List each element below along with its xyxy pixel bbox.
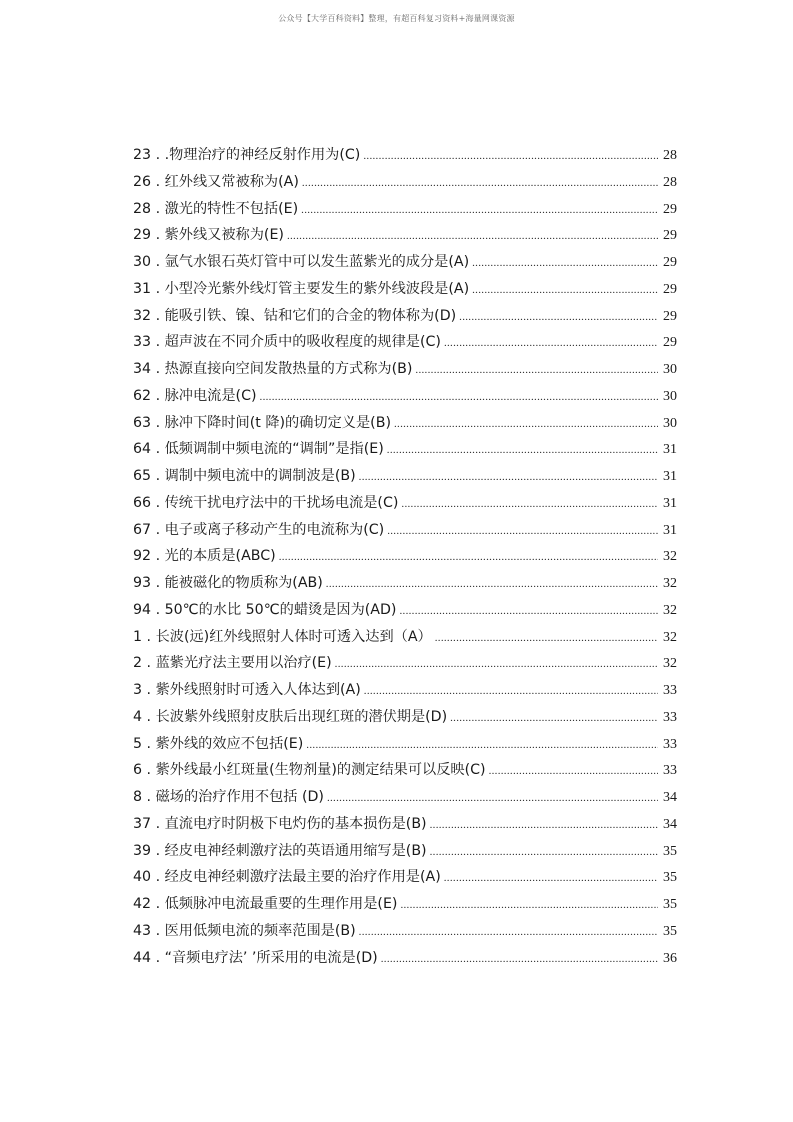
toc-page-number: 33 [663, 709, 677, 725]
toc-entry[interactable] [133, 757, 677, 784]
toc-entry-title [133, 356, 412, 383]
toc-entry-number: 2 [133, 655, 143, 672]
toc-entry-title-text: 传统干扰电疗法中的干扰场电流是(C) [164, 494, 399, 511]
toc-entry-title-text: 热源直接向空间发散热量的方式称为(B) [164, 361, 413, 377]
toc-entry-number: 6 [133, 762, 143, 779]
toc-page-number: 29 [663, 255, 677, 270]
toc-page-number: 31 [663, 522, 677, 538]
dot-leader [287, 223, 658, 250]
toc-entry-title [133, 838, 427, 865]
toc-entry-number: 42 [133, 896, 152, 912]
toc-entry-number: 28 [133, 200, 152, 217]
toc-entry-title-text: 低频脉冲电流最重要的生理作用是(E) [164, 896, 398, 912]
toc-entry-number: 29 [133, 227, 152, 244]
toc-entry-title-text: 紫外线的效应不包括(E) [155, 735, 304, 752]
dot-leader [472, 277, 658, 304]
toc-entry-number: 64 [133, 441, 152, 458]
dot-leader [363, 143, 658, 170]
toc-entry-number: 3 [133, 682, 143, 698]
toc-entry-title-text: 低频调制中频电流的“调制”是指(E) [164, 441, 384, 458]
toc-entry-separator: . [151, 147, 165, 163]
toc-entry-title-text: 蓝紫光疗法主要用以治疗(E) [155, 655, 332, 672]
toc-entry[interactable] [133, 543, 677, 570]
toc-entry-number: 5 [133, 735, 143, 752]
dot-leader [359, 464, 658, 491]
toc-page-number: 35 [663, 897, 677, 912]
toc-entry-title [133, 731, 303, 758]
toc-entry-number: 44 [133, 949, 152, 966]
toc-entry[interactable] [133, 624, 677, 651]
toc-page-number: 35 [663, 923, 677, 939]
toc-entry-number: 65 [133, 468, 152, 484]
toc-entry-separator: . [151, 414, 165, 431]
toc-page-number: 32 [663, 576, 677, 591]
dot-leader [364, 678, 658, 705]
toc-entry[interactable] [133, 329, 677, 356]
toc-entry-separator: . [151, 548, 165, 565]
toc-page-number: 35 [663, 870, 677, 886]
toc-entry-title [133, 249, 469, 276]
toc-entry[interactable] [133, 704, 677, 731]
toc-entry-title-text: 紫外线又被称为(E) [164, 227, 284, 244]
toc-entry[interactable] [133, 945, 677, 972]
toc-entry-title-text: 红外线又常被称为(A) [164, 173, 299, 190]
toc-entry-title [133, 490, 398, 517]
toc-entry-number: 33 [133, 334, 152, 351]
toc-entry-separator: . [151, 334, 165, 351]
dot-leader [302, 170, 658, 197]
toc-entry-separator: . [142, 655, 156, 672]
toc-page-number: 32 [663, 549, 677, 565]
toc-entry-separator: . [151, 361, 165, 377]
toc-entry[interactable] [133, 864, 677, 891]
toc-entry-title [133, 650, 332, 677]
toc-entry-title-text: 紫外线照射时可透入人体达到(A) [155, 682, 361, 698]
toc-entry-separator: . [151, 815, 165, 832]
dot-leader [415, 357, 658, 384]
toc-entry-title-text: .物理治疗的神经反射作用为(C) [164, 147, 361, 163]
toc-entry-separator: . [142, 735, 156, 752]
toc-entry-separator: . [151, 869, 165, 886]
toc-entry-separator: . [151, 949, 165, 966]
toc-entry-separator: . [142, 628, 156, 645]
toc-entry-title [133, 918, 356, 945]
toc-entry-title-text: 激光的特性不包括(E) [164, 200, 299, 217]
toc-entry-title-text: 长波紫外线照射皮肤后出现红斑的潜伏期是(D) [155, 708, 448, 725]
toc-entry-number: 40 [133, 869, 152, 886]
toc-page-number: 28 [663, 174, 677, 190]
toc-entry-title-text: 紫外线最小红斑量(生物剂量)的测定结果可以反映(C) [155, 762, 486, 779]
toc-entry-title-text: 医用低频电流的频率范围是(B) [164, 922, 356, 939]
toc-entry[interactable] [133, 650, 677, 677]
toc-entry-title-text: 调制中频电流中的调制波是(B) [164, 468, 356, 484]
dot-leader [327, 785, 658, 812]
toc-page-number: 29 [663, 201, 677, 217]
toc-entry[interactable] [133, 383, 677, 410]
toc-entry[interactable] [133, 784, 677, 811]
toc-page-number: 29 [663, 228, 677, 244]
toc-entry-number: 30 [133, 254, 152, 270]
toc-entry-title-text: 小型冷光紫外线灯管主要发生的紫外线波段是(A) [164, 280, 470, 297]
dot-leader [394, 411, 658, 438]
toc-entry[interactable] [133, 169, 677, 196]
toc-entry-title-text: 电子或离子移动产生的电流称为(C) [164, 521, 385, 538]
toc-entry[interactable] [133, 142, 677, 169]
toc-entry-title-text: 能被磁化的物质称为(AB) [164, 575, 323, 591]
dot-leader [430, 839, 658, 866]
toc-entry-number: 34 [133, 361, 152, 377]
toc-page-number: 32 [663, 629, 677, 645]
toc-entry[interactable] [133, 303, 677, 330]
toc-entry-number: 62 [133, 387, 152, 404]
toc-entry[interactable] [133, 597, 677, 624]
toc-entry-title [133, 811, 427, 838]
toc-entry[interactable] [133, 222, 677, 249]
dot-leader [472, 250, 658, 277]
toc-entry-title [133, 276, 469, 303]
toc-page-number: 35 [663, 843, 677, 859]
toc-entry-title-text: 直流电疗时阴极下电灼伤的基本损伤是(B) [164, 815, 427, 832]
toc-entry[interactable] [133, 276, 677, 303]
toc-page-number: 30 [663, 415, 677, 431]
toc-entry[interactable] [133, 570, 677, 597]
toc-entry-number: 1 [133, 628, 143, 645]
toc-entry-separator: . [142, 708, 156, 725]
toc-entry-number: 66 [133, 494, 152, 511]
toc-entry-title [133, 142, 360, 169]
toc-entry-title-text: 能吸引铁、镍、钴和它们的合金的物体称为(D) [164, 307, 457, 324]
toc-entry-separator: . [151, 200, 165, 217]
toc-entry[interactable] [133, 490, 677, 517]
toc-entry-number: 94 [133, 601, 152, 618]
toc-entry-title-text: 长波(远)红外线照射人体时可透入达到（A） [155, 628, 432, 645]
toc-entry-number: 31 [133, 280, 152, 297]
toc-entry-separator: . [151, 387, 165, 404]
dot-leader [387, 437, 658, 464]
toc-entry-separator: . [151, 601, 165, 618]
toc-entry-title-text: 经皮电神经刺激疗法的英语通用缩写是(B) [164, 842, 427, 859]
header-note: 公众号【大学百科资料】整理，有超百科复习资料+海量网课资源 [278, 14, 515, 23]
toc-entry-title-text: 磁场的治疗作用不包括 (D) [155, 789, 324, 805]
toc-page-number: 31 [663, 442, 677, 458]
toc-page-number: 30 [663, 362, 677, 377]
toc-entry[interactable] [133, 517, 677, 544]
toc-entry-title-text: 脉冲电流是(C) [164, 387, 257, 404]
toc-entry[interactable] [133, 436, 677, 463]
toc-entry-number: 23 [133, 147, 152, 163]
toc-entry[interactable] [133, 356, 677, 383]
dot-leader [260, 384, 658, 411]
toc-entry-separator: . [151, 521, 165, 538]
toc-entry-number: 43 [133, 922, 152, 939]
toc-entry[interactable] [133, 249, 677, 276]
toc-entry[interactable] [133, 811, 677, 838]
toc-page-number: 29 [663, 335, 677, 351]
dot-leader [444, 865, 658, 892]
toc-entry-title [133, 436, 384, 463]
toc-entry-title [133, 222, 284, 249]
toc-entry-number: 4 [133, 708, 143, 725]
dot-leader [381, 946, 658, 973]
toc-page-number: 34 [663, 816, 677, 832]
dot-leader [444, 330, 658, 357]
toc-entry-title [133, 784, 324, 811]
toc-entry-separator: . [142, 762, 156, 779]
toc-entry-title [133, 303, 456, 330]
toc-entry-number: 93 [133, 575, 152, 591]
toc-entry-separator: . [142, 789, 156, 805]
dot-leader [387, 518, 658, 545]
toc-entry-title-text: “音频电疗法’ ’所采用的电流是(D) [164, 949, 378, 966]
dot-leader [450, 705, 658, 732]
dot-leader [359, 919, 658, 946]
toc-entry-number: 67 [133, 521, 152, 538]
toc-entry-title [133, 945, 378, 972]
toc-entry-title [133, 570, 323, 597]
toc-entry-separator: . [151, 494, 165, 511]
toc-entry-separator: . [151, 441, 165, 458]
dot-leader [301, 197, 658, 224]
toc-entry-title [133, 624, 432, 651]
toc-page-number: 33 [663, 736, 677, 752]
toc-entry-title-text: 氩气水银石英灯管中可以发生蓝紫光的成分是(A) [164, 254, 470, 270]
toc-page-number: 33 [663, 763, 677, 779]
toc-entry-title [133, 463, 356, 490]
toc-entry-number: 32 [133, 307, 152, 324]
toc-entry-number: 8 [133, 789, 143, 805]
dot-leader [335, 651, 658, 678]
toc-entry-title-text: 50℃的水比 50℃的蜡烫是因为(AD) [164, 601, 397, 618]
toc-entry-title-text: 脉冲下降时间(t 降)的确切定义是(B) [164, 414, 391, 431]
toc-entry-number: 63 [133, 414, 152, 431]
table-of-contents [133, 142, 677, 971]
dot-leader [435, 625, 658, 652]
toc-entry-separator: . [151, 307, 165, 324]
toc-page-number: 32 [663, 656, 677, 672]
toc-entry-separator: . [151, 227, 165, 244]
toc-entry-separator: . [142, 682, 156, 698]
toc-entry-separator: . [151, 575, 165, 591]
toc-entry-separator: . [151, 173, 165, 190]
toc-entry-title [133, 677, 361, 704]
toc-entry-number: 37 [133, 815, 152, 832]
dot-leader [489, 758, 658, 785]
toc-entry-title [133, 383, 257, 410]
toc-entry-title-text: 经皮电神经刺激疗法最主要的治疗作用是(A) [164, 869, 441, 886]
dot-leader [306, 732, 658, 759]
dot-leader [279, 544, 658, 571]
toc-page-number: 31 [663, 495, 677, 511]
toc-entry-number: 39 [133, 842, 152, 859]
toc-entry[interactable] [133, 463, 677, 490]
toc-page-number: 28 [663, 148, 677, 163]
toc-entry[interactable] [133, 677, 677, 704]
toc-page-number: 29 [663, 281, 677, 297]
toc-entry-number: 26 [133, 173, 152, 190]
toc-entry-title [133, 196, 298, 223]
dot-leader [400, 892, 658, 919]
toc-entry-title-text: 超声波在不同介质中的吸收程度的规律是(C) [164, 334, 441, 351]
toc-page-number: 34 [663, 790, 677, 805]
dot-leader [459, 304, 658, 331]
toc-entry-separator: . [151, 280, 165, 297]
toc-page-number: 32 [663, 602, 677, 618]
toc-entry-separator: . [151, 468, 165, 484]
toc-entry-title [133, 329, 441, 356]
toc-entry[interactable] [133, 838, 677, 865]
toc-page-number: 33 [663, 683, 677, 698]
toc-entry-title [133, 864, 441, 891]
toc-page-number: 31 [663, 469, 677, 484]
toc-entry-separator: . [151, 842, 165, 859]
toc-entry-separator: . [151, 254, 165, 270]
toc-entry[interactable] [133, 731, 677, 758]
toc-entry-title [133, 517, 384, 544]
toc-entry-title [133, 543, 276, 570]
toc-page-number: 30 [663, 388, 677, 404]
toc-entry[interactable] [133, 891, 677, 918]
toc-entry-number: 92 [133, 548, 152, 565]
toc-entry[interactable] [133, 410, 677, 437]
dot-leader [399, 598, 658, 625]
toc-entry[interactable] [133, 918, 677, 945]
toc-entry-title [133, 891, 397, 918]
toc-entry-title [133, 597, 396, 624]
toc-entry-title [133, 169, 299, 196]
dot-leader [326, 571, 658, 598]
toc-entry-separator: . [151, 896, 165, 912]
toc-page-number: 36 [663, 950, 677, 966]
toc-entry-title [133, 704, 447, 731]
toc-entry-title [133, 410, 391, 437]
toc-entry-title-text: 光的本质是(ABC) [164, 548, 276, 565]
toc-page-number: 29 [663, 308, 677, 324]
toc-entry-separator: . [151, 922, 165, 939]
toc-entry-title [133, 757, 486, 784]
dot-leader [401, 491, 658, 518]
toc-entry[interactable] [133, 196, 677, 223]
dot-leader [430, 812, 658, 839]
